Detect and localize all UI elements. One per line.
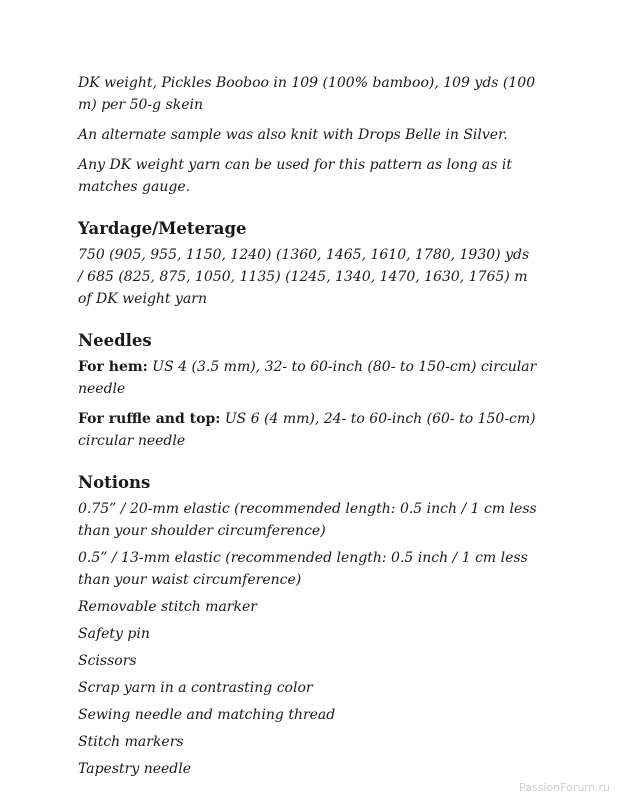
pattern-page <box>78 72 538 785</box>
notion-item: Removable stitch marker <box>78 599 257 615</box>
yardage-heading: Yardage/Meterage <box>78 219 247 238</box>
notion-item: 0.5” / 13-mm elastic (recommended length: 0.5 inch / 1 cm less than your waist circumference) <box>78 550 528 588</box>
notions-heading: Notions <box>78 473 151 492</box>
yarn-line: DK weight, Pickles Booboo in 109 (100% bamboo), 109 yds (100 m) per 50-g skein <box>78 75 536 113</box>
needle-label: For hem: <box>78 359 148 375</box>
needle-item <box>78 356 538 400</box>
needle-item <box>78 408 538 452</box>
needle-text: US 4 (3.5 mm), 32- to 60-inch (80- to 150-cm) circular needle <box>78 359 537 397</box>
notion-item: Scrap yarn in a contrasting color <box>78 680 313 696</box>
yardage-section <box>78 218 538 310</box>
needles-section <box>78 330 538 452</box>
needle-label: For ruffle and top: <box>78 411 221 427</box>
watermark-text: PassionForum.ru <box>519 781 610 794</box>
yardage-text: 750 (905, 955, 1150, 1240) (1360, 1465, 1610, 1780, 1930) yds / 685 (825, 875, 1050, 1135) (1245, 1340, 1470, 1630, 1765) m of DK weight yarn <box>78 247 530 307</box>
notion-item: Safety pin <box>78 626 150 642</box>
notion-item: Stitch markers <box>78 734 184 750</box>
yarn-line: An alternate sample was also knit with Drops Belle in Silver. <box>78 127 508 143</box>
needles-heading: Needles <box>78 331 152 350</box>
notion-item: 0.75” / 20-mm elastic (recommended length: 0.5 inch / 1 cm less than your shoulder circumference) <box>78 501 537 539</box>
needle-text: US 6 (4 mm), 24- to 60-inch (60- to 150-cm) circular needle <box>78 411 536 449</box>
yarn-line: Any DK weight yarn can be used for this pattern as long as it matches gauge. <box>78 157 512 195</box>
notion-item: Scissors <box>78 653 137 669</box>
notion-item: Tapestry needle <box>78 761 192 777</box>
notion-item: Sewing needle and matching thread <box>78 707 336 723</box>
yarn-section <box>78 72 538 198</box>
notions-section <box>78 472 538 780</box>
